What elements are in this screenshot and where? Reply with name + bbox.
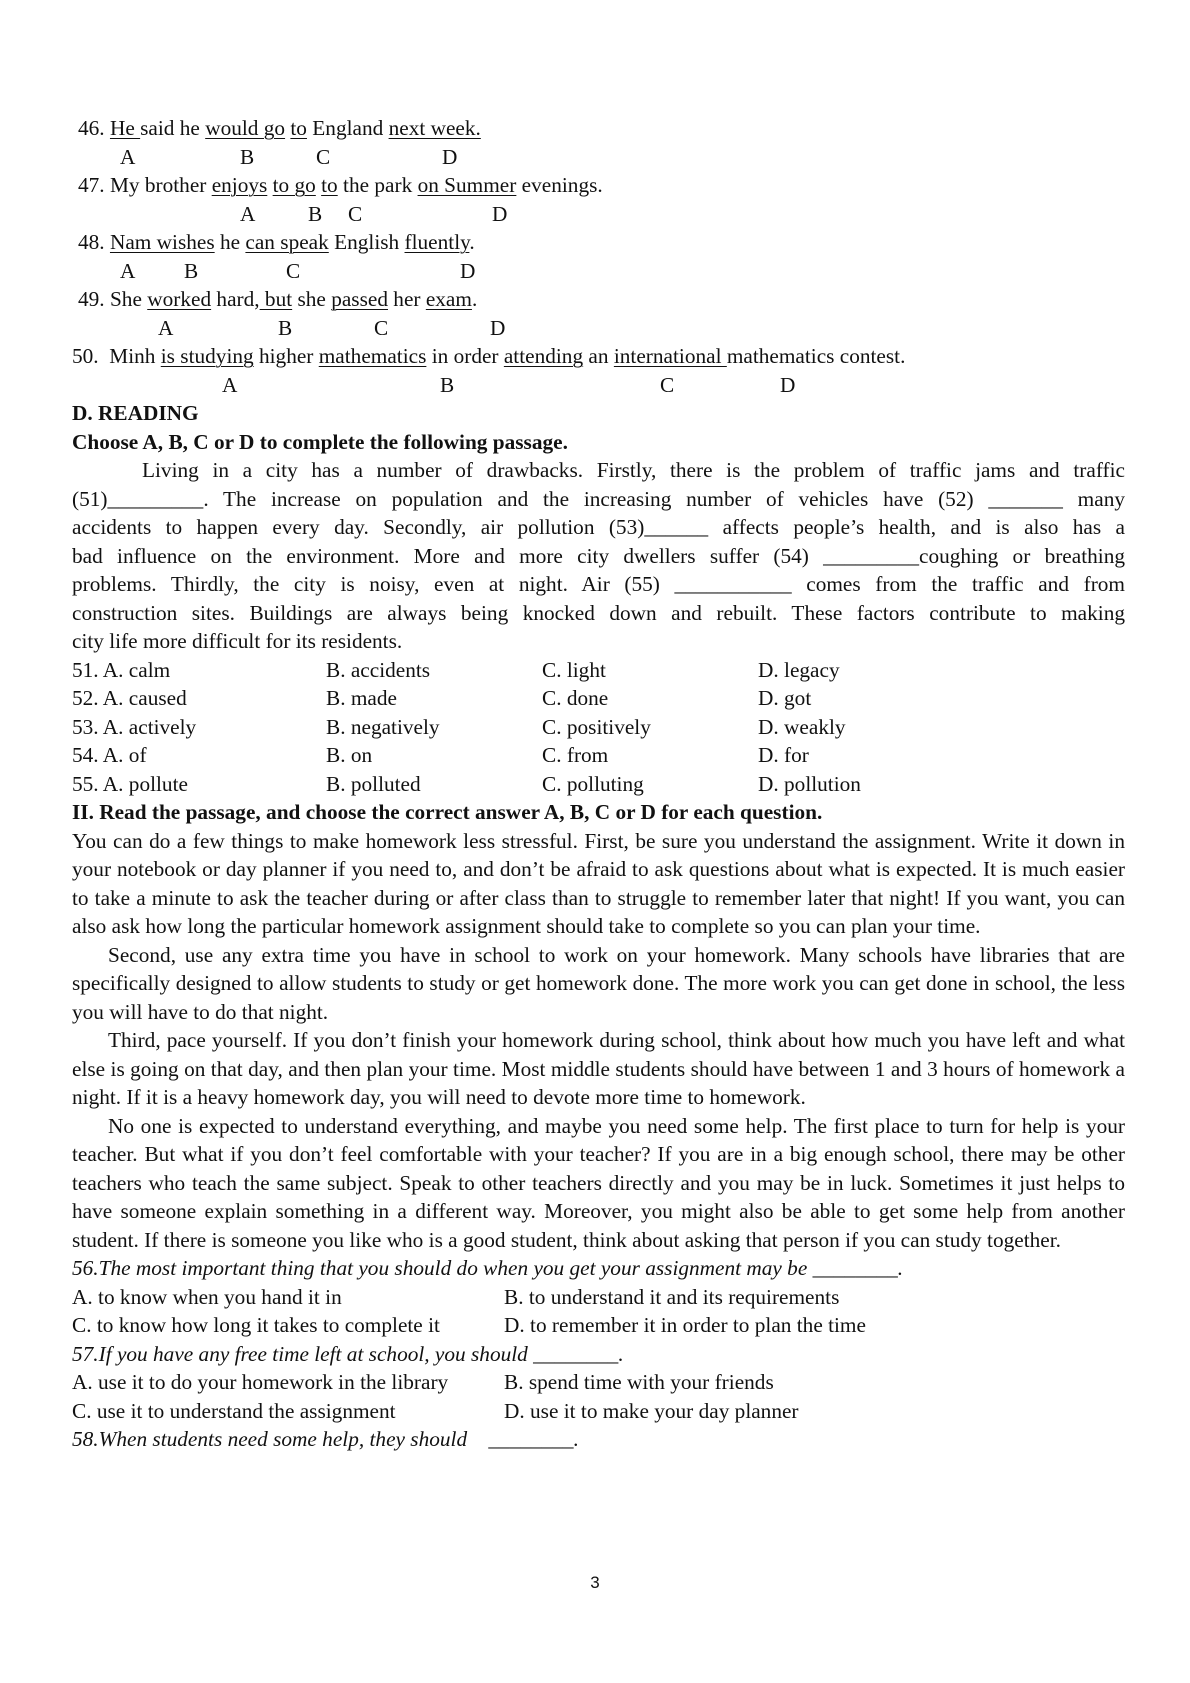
passage-2-paragraph: You can do a few things to make homework less stressful. First, be sure you understand the assignment. Write it down in your notebook or day planner if you need to, and don’t be afraid to ask questions about what is expected. It is much easier to take a minute to ask the teacher during or after class than to struggle to remember later that night! If you want, you can also ask how long the particular homework assignment should take to complete so you can plan your time. xyxy=(72,828,1125,938)
option-row: 53. A. actively B. negatively C. positively D. weakly xyxy=(72,714,846,739)
instruction-heading: Choose A, B, C or D to complete the following passage. xyxy=(72,429,568,454)
passage-1-line: problems. Thirdly, the city is noisy, even at night. Air (55) ___________ comes from the traffic and from xyxy=(72,572,1125,596)
passage-2-paragraph: No one is expected to understand everything, and maybe you need some help. The first place to turn for help is your teacher. But what if you don’t feel comfortable with your teacher? If you are in a big enough school, there may be other teachers who teach the same subject. Speak to other teachers directly and you may be in luck. Sometimes it just helps to have someone explain something in a different way. Moreover, you might also be able to get some help from another student. If there is someone you like who is a good student, think about asking that person if you can study together. xyxy=(72,1113,1125,1252)
question-56-options: C. to know how long it takes to complete it D. to remember it in order to plan the time xyxy=(72,1313,866,1337)
passage-1-line: city life more difficult for its residents. xyxy=(72,629,403,653)
page-content xyxy=(72,114,1125,1454)
question-49: 49. She worked hard, but she passed her exam. xyxy=(78,287,478,311)
passage-1 xyxy=(72,456,1125,656)
question-49-labels: A B C D xyxy=(158,315,506,340)
passage-1-line: (51)_________. The increase on population and the increasing number of vehicles have (52) _______ many xyxy=(72,486,1125,511)
question-50-labels: A B C D xyxy=(222,372,796,397)
question-47: 47. My brother enjoys to go to the park on Summer evenings. xyxy=(78,173,603,197)
question-48: 48. Nam wishes he can speak English fluently. xyxy=(78,230,475,254)
option-row: 55. A. pollute B. polluted C. polluting D. pollution xyxy=(72,771,861,796)
question-57-options: A. use it to do your homework in the library B. spend time with your friends xyxy=(72,1370,774,1394)
section-heading: D. READING xyxy=(72,401,199,425)
question-48-labels: A B C D xyxy=(120,258,476,283)
passage-1-line: bad influence on the environment. More and more city dwellers suffer (54) _________coughing or breathing xyxy=(72,543,1125,568)
question-56-stem: 56.The most important thing that you should do when you get your assignment may be ________. xyxy=(72,1256,904,1280)
question-46-labels: A B C D xyxy=(120,144,458,169)
passage-1-line: construction sites. Buildings are always being knocked down and rebuilt. These factors contribute to making xyxy=(72,600,1125,625)
option-row: 52. A. caused B. made C. done D. got xyxy=(72,686,812,710)
question-50: 50. Minh is studying higher mathematics in order attending an international mathematics contest. xyxy=(72,344,906,368)
passage-1-line: Living in a city has a number of drawbacks. Firstly, there is the problem of traffic jams and traffic xyxy=(142,458,1125,482)
passage-1-line: accidents to happen every day. Secondly, air pollution (53)______ affects people’s health, and is also has a xyxy=(72,515,1125,539)
passage-2 xyxy=(72,827,1125,1255)
question-57-stem: 57.If you have any free time left at school, you should ________. xyxy=(72,1341,624,1366)
option-row: 51. A. calm B. accidents C. light D. legacy xyxy=(72,657,840,682)
passage-2-paragraph: Second, use any extra time you have in school to work on your homework. Many schools have libraries that are specifically designed to allow students to study or get homework done. The more work you can get done in school, the less you will have to do that night. xyxy=(72,942,1125,1024)
question-47-labels: A B C D xyxy=(240,201,508,226)
passage-2-paragraph: Third, pace yourself. If you don’t finish your homework during school, think about how much you have left and what else is going on that day, and then plan your time. Most middle students should have between 1 and 3 hours of homework a night. If it is a heavy homework day, you will need to devote more time to homework. xyxy=(72,1028,1125,1109)
question-46: 46. He said he would go to England next week. xyxy=(78,116,481,140)
question-56-options: A. to know when you hand it in B. to understand it and its requirements xyxy=(72,1284,840,1309)
question-57-options: C. use it to understand the assignment D. use it to make your day planner xyxy=(72,1398,799,1423)
instruction-heading-2: II. Read the passage, and choose the correct answer A, B, C or D for each question. xyxy=(72,800,823,824)
options-table xyxy=(72,656,1125,799)
page-number: 3 xyxy=(590,1573,600,1592)
option-row: 54. A. of B. on C. from D. for xyxy=(72,743,809,767)
question-58-stem: 58.When students need some help, they should ________. xyxy=(72,1427,579,1451)
